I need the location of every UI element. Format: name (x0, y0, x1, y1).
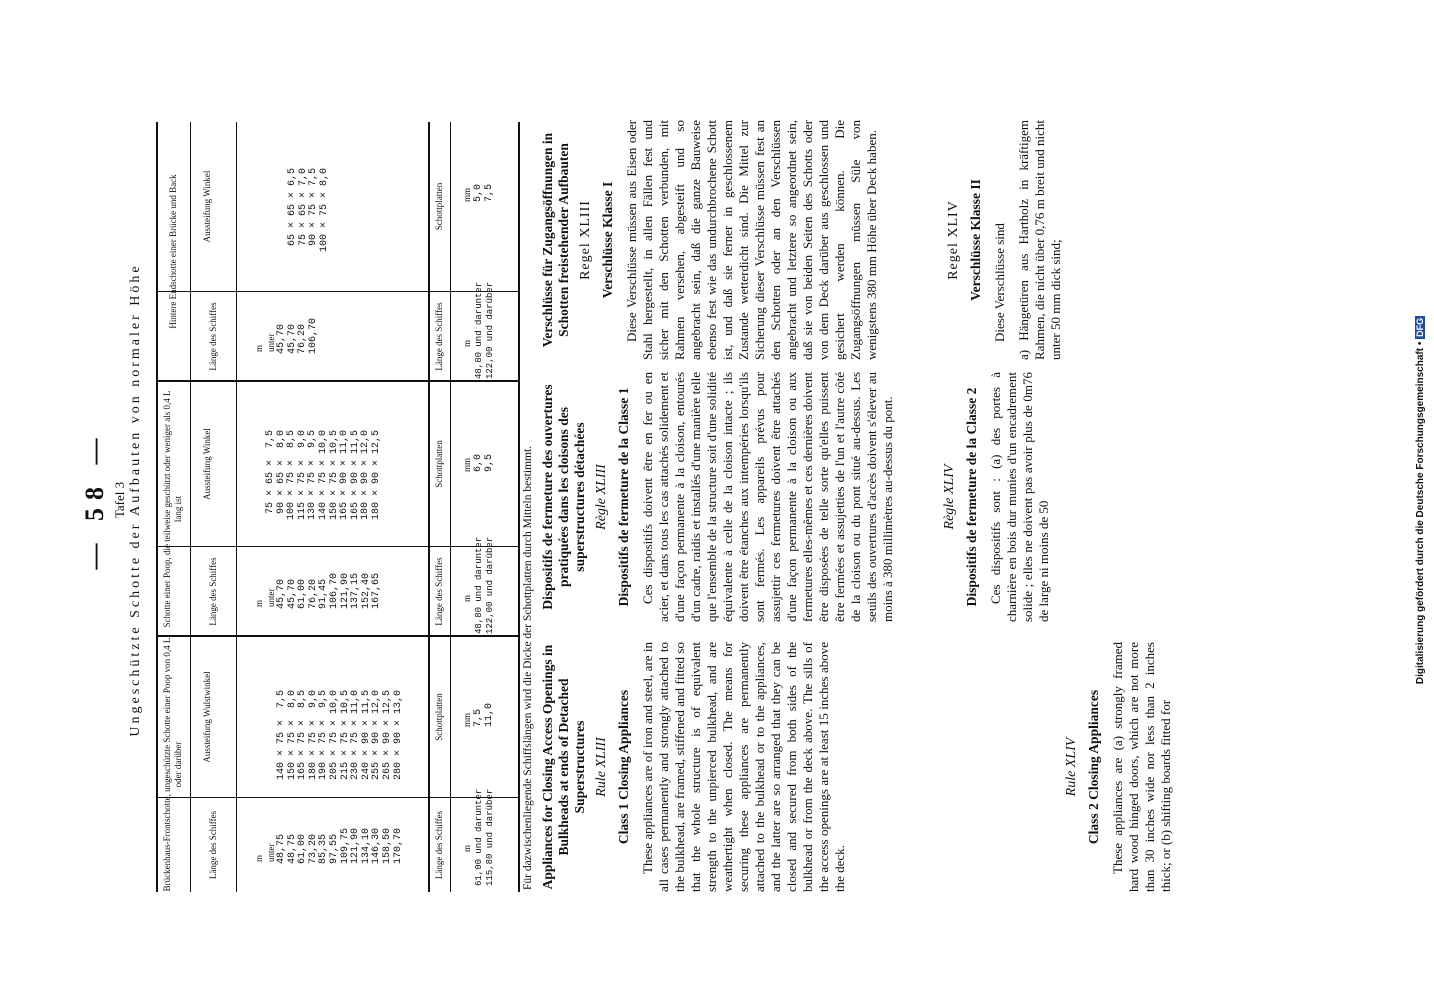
french-rule-44: Règle XLIV (942, 464, 957, 530)
french-class-1: Dispositifs de fermeture de la Classe 1 (616, 387, 631, 607)
english-column (540, 642, 1174, 892)
pl-unit-mm-2: mm (462, 457, 472, 472)
group-header-3: Hintere Endschotte einer Brücke und Back (168, 174, 178, 329)
english-class-1: Class 1 Closing Appliances (616, 689, 631, 845)
unter-3: unter (266, 333, 276, 352)
g3-plate-lengths: 48,80 und darunter 122,00 und darüber (474, 281, 495, 379)
english-rule-43: Rule XLIII (594, 737, 609, 797)
g1-plates: 7,5 11,0 (473, 702, 495, 727)
german-paragraph-1: Diese Verschlüsse müssen aus Eisen oder Stahl hergestellt, in allen Fällen fest und sicher mit den Schotten verbunden, mit Rahmen versehen, abgesteift und so angebracht sein, daß die ganze Bauweise ebenso fest wie das undurchbrochene Schott ist, und daß sie ferner in geschlossenem Zustande wetterdicht sind. Die Mittel zur Sicherung dieser Verschlüsse müssen fest an den Schotten oder an den Verschlüssen angebracht und letztere so angeordnet sein, daß sie von beiden Seiten des Schotts oder von dem Deck darüber aus geschlossen und gesichert werden können. Die Zugangsöffnungen müssen Süle von wenigstens 380 mm Höhe über Deck haben. (624, 120, 879, 360)
german-paragraph-2b: a) Hängetüren aus Hartholz in kräftigem Rahmen, die nicht über 0,76 m breit und nicht unter 50 mm dick sind; (1016, 120, 1063, 360)
bulkhead-table (156, 122, 520, 892)
pl-unit-mm-3: mm (462, 187, 472, 202)
plate-col-1: Schottplatten (434, 693, 444, 741)
g3-lengths: 45,70 45,70 76,20 106,70 (276, 317, 319, 354)
german-column (540, 120, 1064, 360)
plate-col-3: Schottplatten (434, 182, 444, 231)
unit-m-3: m (254, 344, 264, 352)
table-title: Ungeschützte Schotte der Aufbauten von normaler Höhe (128, 263, 143, 737)
french-paragraph-1: Ces dispositifs doivent être en fer ou en acier, et dans tous les cas attachés solidement et d'une façon permanente à la cloison, entourés d'un cadre, raidis et installés d'une manière telle que l'ensemble de la structure soit d'une solidité équivalente à celle de la cloison intacte ; ils doivent être étanches aux intempéries lorsqu'ils sont fermés. Les appareils prévus pour assujettir ces fermetures doivent être attachés d'une façon permanente à la cloison ou aux fermetures elles-mêmes et ces dernières doivent être disposées de telle sorte qu'elles puissent être fermées et assujetties de l'un et l'autre côté de la cloison ou du pont situé au-dessus. Les seuils des ouvertures d'accès doivent s'élever au moins à 380 millimètres au-dessus du pont. (640, 372, 895, 622)
german-paragraph-2a: Diese Verschlüsse sind (992, 223, 1007, 342)
digitization-note (1415, 0, 1426, 1000)
french-rule-43: Règle XLIII (594, 464, 609, 530)
french-paragraph-2: Ces dispositifs sont : (a) des portes à charnière en bois dur munies d'un encadrement solide ; elles ne doivent pas avoir plus de 0m76 de large ni moins de 50 (988, 372, 1051, 622)
unter-1: unter (266, 843, 276, 862)
german-class-2: Verschlüsse Klasse II (968, 179, 983, 301)
german-class-1: Verschlüsse Klasse I (600, 181, 615, 299)
dfg-logo: DFG (1415, 317, 1425, 337)
g2-plate-lengths: 48,80 und darunter 122,00 und darüber (474, 536, 495, 634)
plate-col-length-1: Länge des Schiffes (434, 810, 444, 880)
group-header-1: Brückenhaus-Frontschotte, ungeschützte Schotte einer Poop von 0,4 L oder darüber (162, 637, 183, 892)
pl-unit-m-3: m (462, 339, 472, 347)
g3-stiffeners: 65 × 65 × 6,5 75 × 65 × 7,0 90 × 75 × 7,5 100 × 75 × 8,0 (287, 167, 330, 252)
english-rule-44: Rule XLIV (1064, 737, 1079, 797)
col-stiffener-3: Aussteifung Winkel (202, 170, 212, 243)
group-header-2: Schotte einer Poop, die teilweise geschützt oder weniger als 0,4 L lang ist (162, 390, 183, 628)
g3-plates: 5,0 7,5 (473, 183, 495, 202)
g1-lengths: 48,75 48,75 61,00 73,20 85,35 97,55 109,75 121,90 134,10 146,30 158,50 170,70 (276, 827, 404, 864)
plate-col-length-3: Länge des Schiffes (434, 302, 444, 371)
pl-unit-m-1: m (462, 844, 472, 852)
g1-stiffeners: 140 × 75 × 7,5 150 × 75 × 8,0 165 × 75 × 8,5 180 × 75 × 9,0 190 × 75 × 9,5 205 × 75 × 10,0 215 × 75 × 10,5 230 × 75 × 11,0 240 × 90 × 11,5 255 × 90 × 12,0 265 × 90 × 12,5 280 × 90 × 13,0 (276, 689, 404, 780)
english-class-2: Class 2 Closing Appliances (1086, 689, 1101, 845)
plate-col-length-2: Länge des Schiffes (434, 557, 444, 626)
french-column (540, 372, 1052, 622)
english-paragraph-2: These appliances are (a) strongly framed hard wood hinged doors, which are not more than 30 inches wide nor less than 2 inches thick; or (b) shifting boards fitted for (1110, 642, 1173, 892)
english-paragraph-1: These appliances are of iron and steel, are in all cases permanently and strongly attached to the bulkhead, are framed, stiffened and fitted so that the whole structure is of equivalent strength to the unpierced bulkhead, and are weathertight when closed. The means for securing these appliances are permanently attached to the bulkhead or to the appliances, and the latter are so arranged that they can be closed and secured from both sides of the bulkhead or from the deck above. The sills of the access openings are at least 15 inches above the deck. (640, 642, 847, 892)
sidebar-text: Digitalisierung gefördert durch die Deutsche Forschungsgemeinschaft • (1415, 341, 1426, 685)
french-heading: Dispositifs de fermeture des ouvertures pratiquées dans les cloisons des superstructures détachées (540, 384, 587, 610)
pl-unit-m-2: m (462, 594, 472, 602)
table-note: Für dazwischenliegende Schiffslängen wird die Dicke der Schottplatten durch Mitteln bestimmt. (522, 445, 534, 890)
col-length-2: Länge des Schiffes (208, 557, 218, 626)
table-label: Tafel 3 (112, 481, 127, 519)
g2-stiffeners: 75 × 65 × 7,5 90 × 65 × 8,0 100 × 75 × 8,5 115 × 75 × 9,0 130 × 75 × 9,5 140 × 75 × 10,0 150 × 75 × 10,5 165 × 90 × 11,0 165 × 90 × 11,5 180 × 90 × 12,0 180 × 90 × 12,5 (265, 429, 382, 520)
german-heading: Verschlüsse für Zugangsöffnungen in Schotten freistehender Aufbauten (540, 132, 571, 348)
german-rule-44: Regel XLIV (946, 200, 961, 280)
french-class-2: Dispositifs de fermeture de la Classe 2 (964, 387, 979, 607)
unter-2: unter (266, 588, 276, 607)
pl-unit-mm-1: mm (462, 712, 472, 727)
col-stiffener-2: Aussteifung Winkel (202, 428, 212, 500)
plate-col-2: Schottplatten (434, 440, 444, 488)
unit-m-1: m (254, 854, 264, 862)
unit-m-2: m (254, 599, 264, 607)
g1-plate-lengths: 61,00 und darunter 115,80 und darüber (474, 788, 495, 886)
english-heading: Appliances for Closing Access Openings in Bulkheads at ends of Detached Superstructures (540, 644, 587, 890)
col-length-1: Länge des Schiffes (208, 810, 218, 880)
g2-lengths: 45,70 45,70 61,00 76,20 91,45 106,70 121,90 137,15 152,40 167,65 (276, 572, 383, 609)
german-rule-43: Regel XLIII (578, 200, 593, 280)
page-number: — 58 — (80, 430, 109, 570)
col-length-3: Länge des Schiffes (208, 302, 218, 371)
col-stiffener-1: Aussteifung Wulstwinkel (202, 671, 212, 763)
g2-plates: 6,0 9,5 (473, 453, 495, 472)
